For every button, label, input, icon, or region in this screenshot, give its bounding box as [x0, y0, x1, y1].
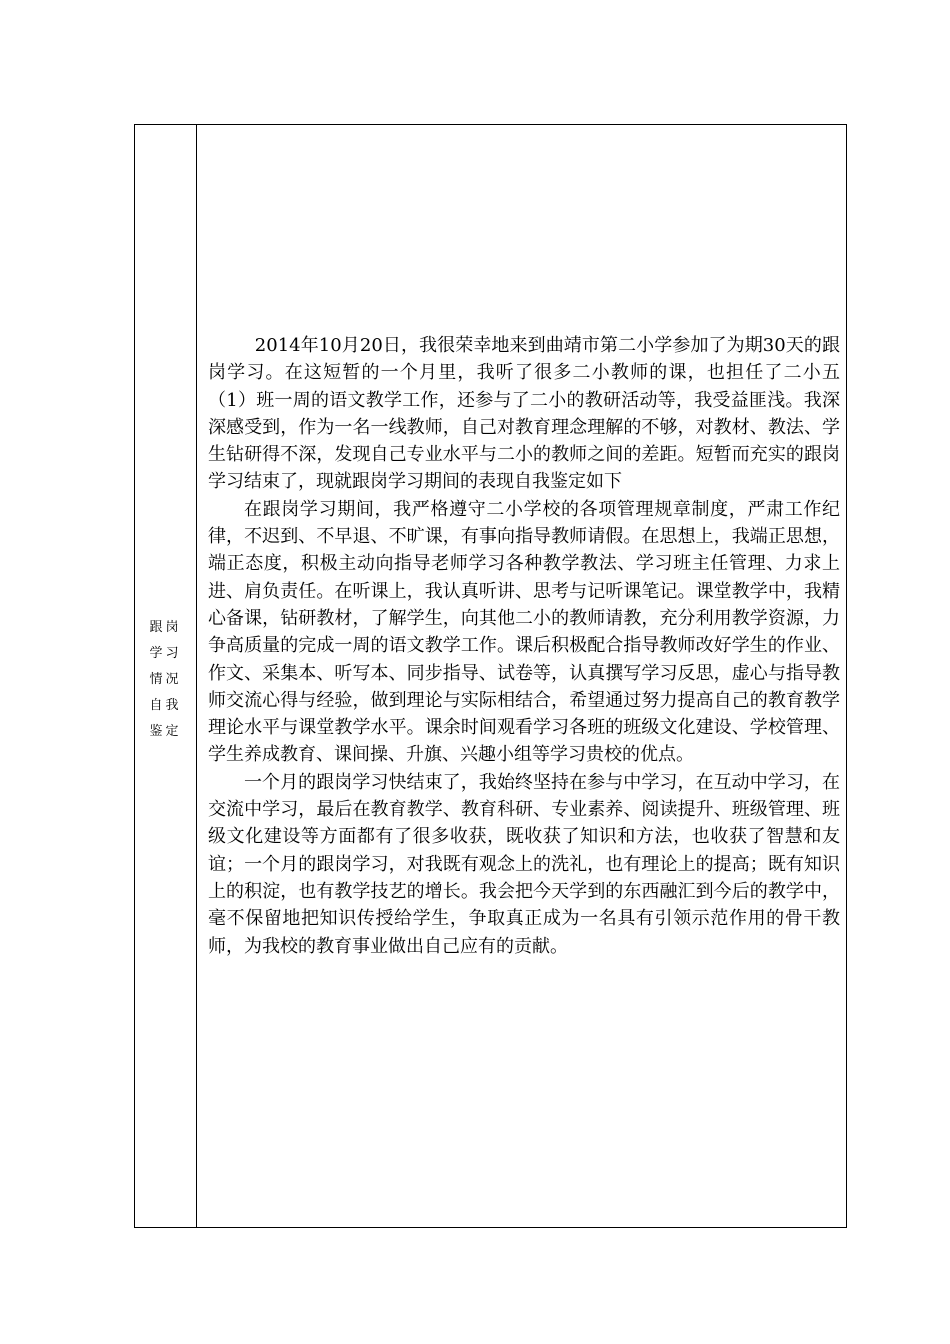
paragraph-conduct: 在跟岗学习期间，我严格遵守二小学校的各项管理规章制度，严肃工作纪律，不迟到、不早退、不旷课，有事向指导教师请假。在思想上，我端正思想，端正态度，积极主动向指导老师学习各种教学教法、学习班主任管理、力求上进、肩负责任。在听课上，我认真听讲、思考与记听课笔记。课堂教学中，我精心备课，钻研教材，了解学生，向其他二小的教师请教，充分利用教学资源，力争高质量的完成一周的语文教学工作。课后积极配合指导教师改好学生的作业、作文、采集本、听写本、同步指导、试卷等，认真撰写学习反思，虚心与指导教师交流心得与经验，做到理论与实际相结合，希望通过努力提高自己的教育教学理论水平与课堂教学水平。课余时间观看学习各班的班级文化建设、学校管理、学生养成教育、课间操、升旗、兴趣小组等学习贵校的优点。 — [208, 498, 840, 766]
paragraph-intro: 2014年10月20日，我很荣幸地来到曲靖市第二小学参加了为期30天的跟岗学习。在这短暂的一个月里，我听了很多二小教师的课，也担任了二小五（1）班一周的语文教学工作，还参与了二小的教研活动等，我受益匪浅。我深深感受到，作为一名一线教师，自己对教育理念理解的不够，对教材、教法、学生钻研得不深，发现自己专业水平与二小的教师之间的差距。短暂而充实的跟岗学习结束了，现就跟岗学习期间的表现自我鉴定如下 — [208, 335, 840, 493]
self-assessment-text — [208, 332, 840, 960]
label-cell — [135, 125, 197, 1227]
section-label: 跟岗学习情况自我鉴定 — [149, 620, 182, 739]
content-cell — [197, 125, 846, 1227]
paragraph-summary: 一个月的跟岗学习快结束了，我始终坚持在参与中学习，在互动中学习，在交流中学习，最后在教育教学、教育科研、专业素养、阅读提升、班级管理、班级文化建设等方面都有了很多收获，既收获了知识和方法，也收获了智慧和友谊；一个月的跟岗学习，对我既有观念上的洗礼，也有理论上的提高；既有知识上的积淀，也有教学技艺的增长。我会把今天学到的东西融汇到今后的教学中，毫不保留地把知识传授给学生，争取真正成为一名具有引领示范作用的骨干教师，为我校的教育事业做出自己应有的贡献。 — [208, 771, 840, 957]
self-assessment-table — [134, 124, 847, 1228]
